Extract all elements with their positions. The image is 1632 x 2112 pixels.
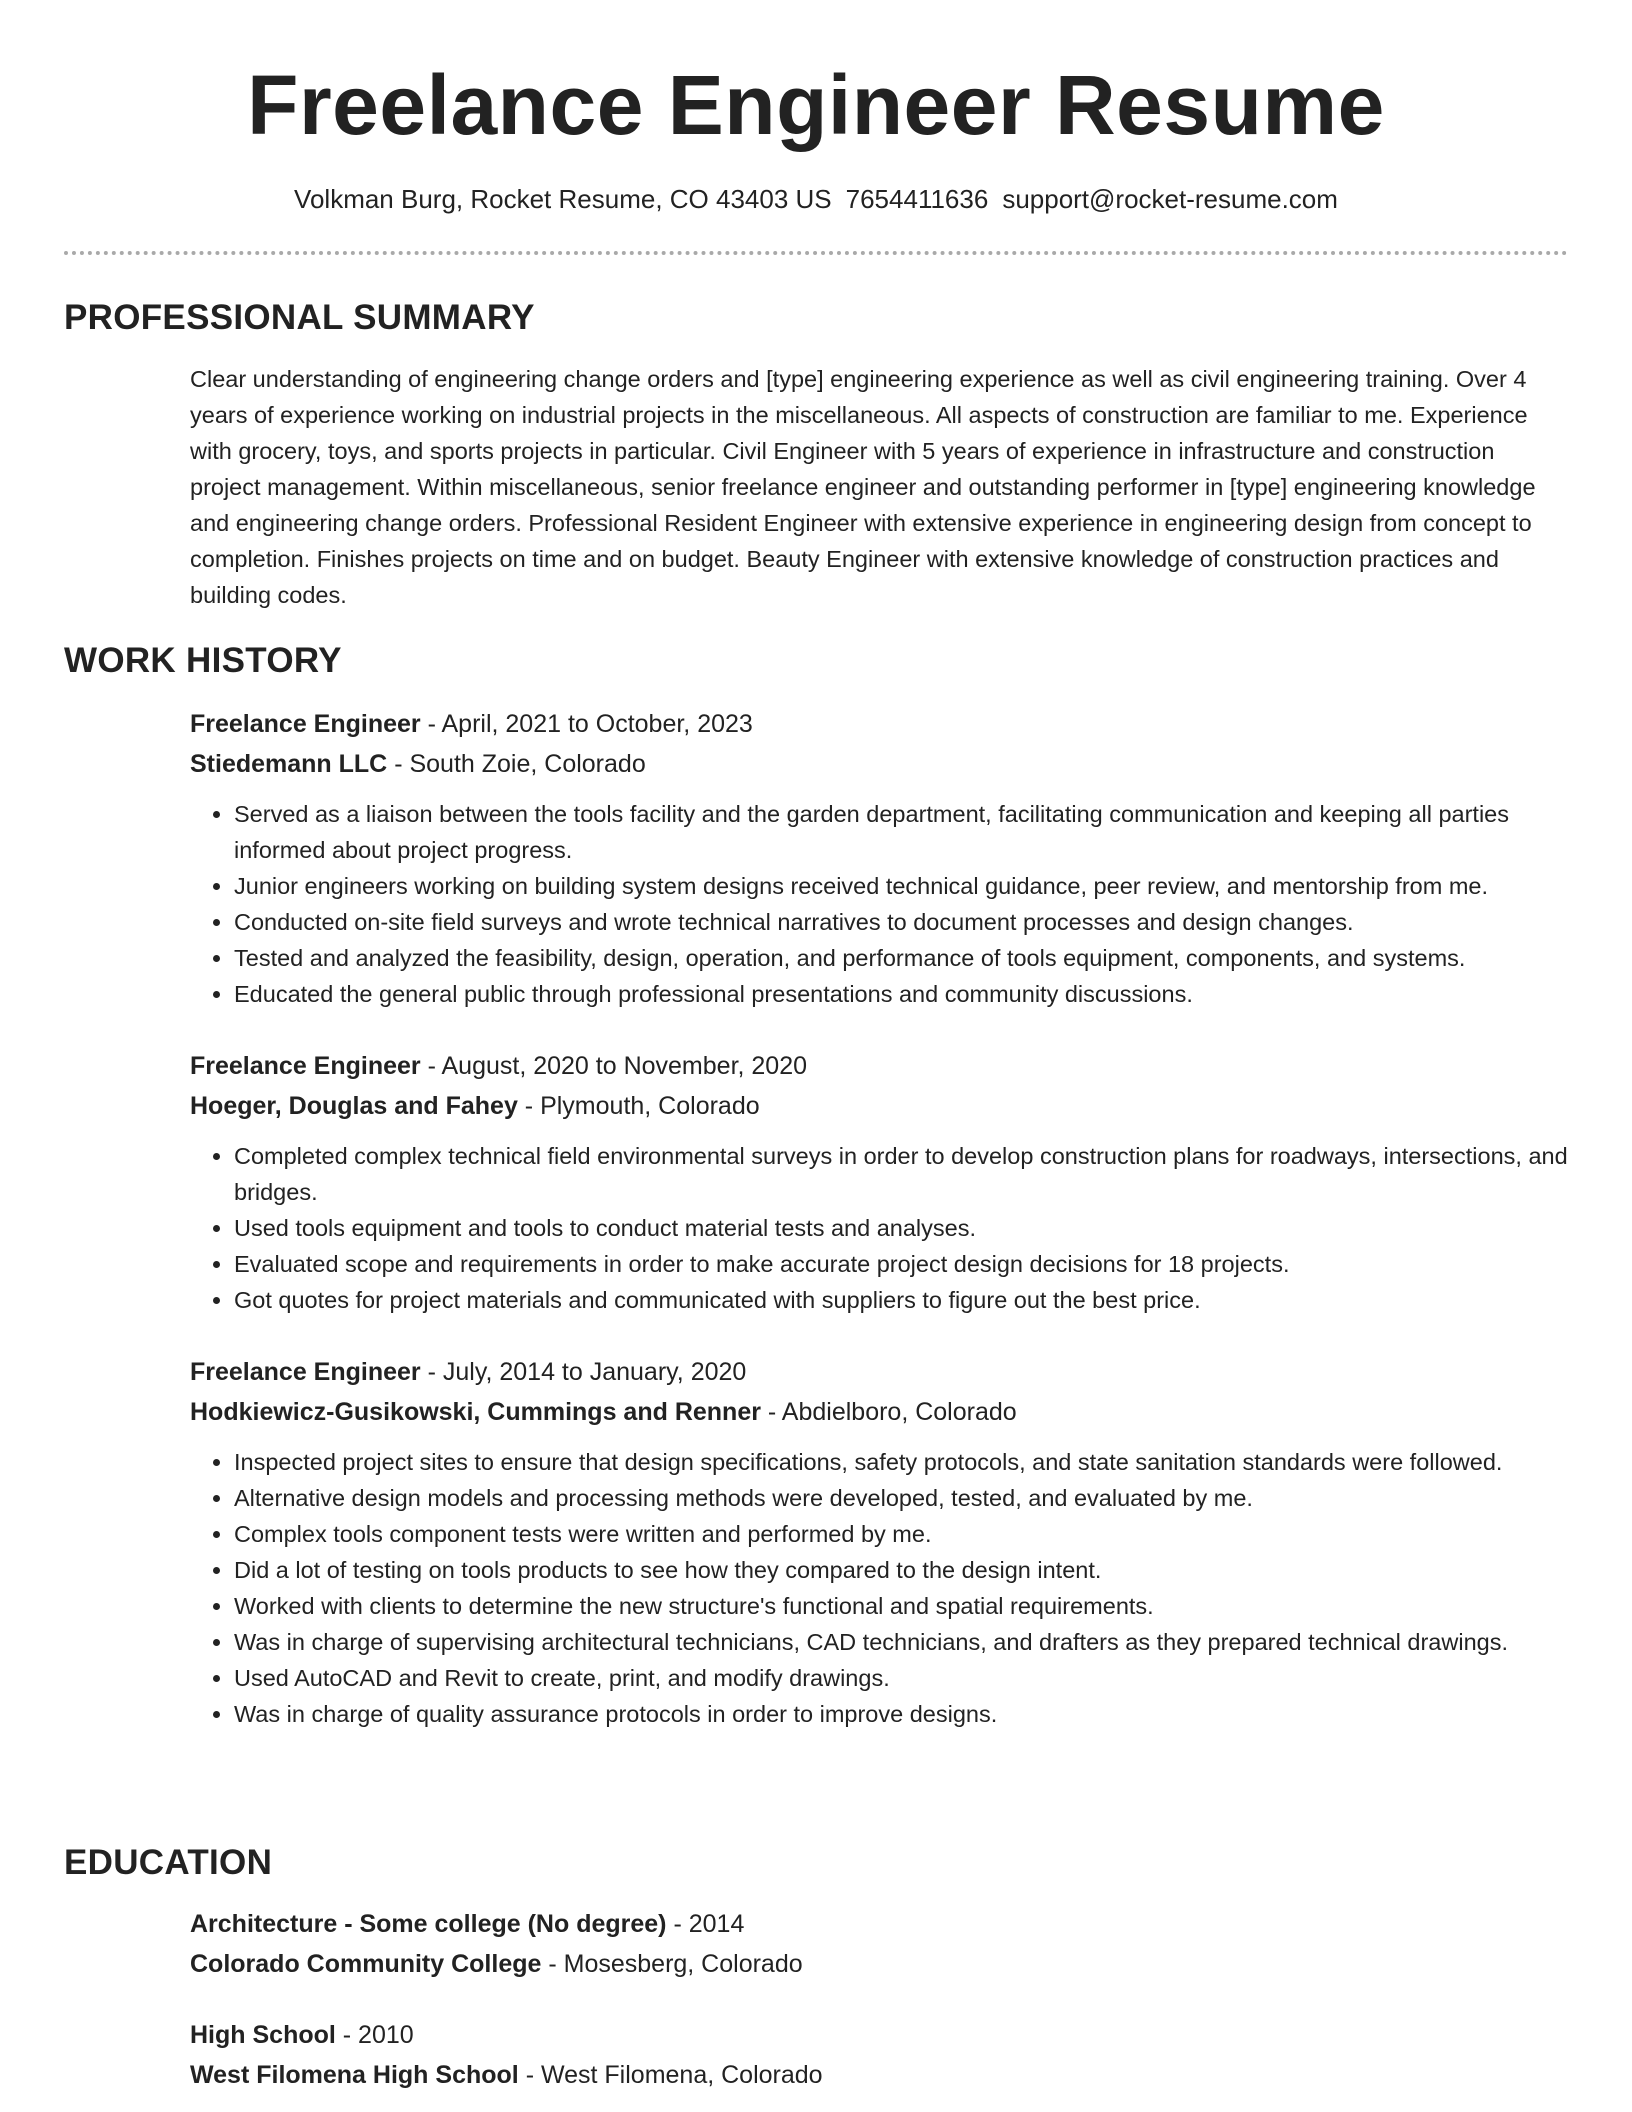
job-bullets bbox=[190, 1444, 1570, 1732]
job-bullet: • Worked with clients to determine the new structure's functional and spatial requirements. bbox=[234, 1588, 1570, 1624]
job-company-line bbox=[190, 1392, 1570, 1432]
job-bullet: • Complex tools component tests were written and performed by me. bbox=[234, 1516, 1570, 1552]
contact-phone: 7654411636 bbox=[845, 184, 989, 214]
job-bullet: • Used tools equipment and tools to conduct material tests and analyses. bbox=[234, 1210, 1570, 1246]
job-bullets bbox=[190, 1138, 1570, 1318]
job-role: Freelance Engineer bbox=[190, 1358, 421, 1386]
job-company: Hodkiewicz-Gusikowski, Cummings and Renner bbox=[190, 1398, 761, 1426]
job-company-line bbox=[190, 744, 1570, 784]
job-entry bbox=[190, 704, 1570, 1012]
education-degree: Architecture - Some college (No degree) bbox=[190, 1910, 667, 1938]
job-bullet: • Completed complex technical field environmental surveys in order to develop construction plans for roadways, intersections, and bridges. bbox=[234, 1138, 1570, 1210]
job-bullet: • Junior engineers working on building system designs received technical guidance, peer review, and mentorship from me. bbox=[234, 868, 1570, 904]
job-title-line bbox=[190, 704, 1570, 744]
job-title-line bbox=[190, 1352, 1570, 1392]
job-role: Freelance Engineer bbox=[190, 710, 421, 738]
job-dates: - July, 2014 to January, 2020 bbox=[420, 1358, 747, 1386]
job-entry bbox=[190, 1352, 1570, 1732]
job-bullet: • Was in charge of quality assurance protocols in order to improve designs. bbox=[234, 1696, 1570, 1732]
job-role: Freelance Engineer bbox=[190, 1052, 421, 1080]
job-bullet: • Conducted on-site field surveys and wrote technical narratives to document processes and design changes. bbox=[234, 904, 1570, 940]
job-location: - Plymouth, Colorado bbox=[517, 1092, 760, 1120]
education-entry bbox=[190, 2015, 1570, 2095]
job-company: Hoeger, Douglas and Fahey bbox=[190, 1092, 518, 1120]
education-year: - 2010 bbox=[335, 2021, 414, 2049]
job-bullet: • Got quotes for project materials and communicated with suppliers to figure out the best price. bbox=[234, 1282, 1570, 1318]
contact-line bbox=[0, 182, 1632, 216]
job-bullet: • Served as a liaison between the tools facility and the garden department, facilitating communication and keeping all parties informed about project progress. bbox=[234, 796, 1570, 868]
education-location: - Mosesberg, Colorado bbox=[541, 1950, 803, 1978]
job-entry bbox=[190, 1046, 1570, 1318]
summary-heading: PROFESSIONAL SUMMARY bbox=[64, 298, 535, 337]
job-bullet: • Did a lot of testing on tools products to see how they compared to the design intent. bbox=[234, 1552, 1570, 1588]
job-dates: - August, 2020 to November, 2020 bbox=[420, 1052, 808, 1080]
job-bullet: • Inspected project sites to ensure that design specifications, safety protocols, and state sanitation standards were followed. bbox=[234, 1444, 1570, 1480]
contact-address: Volkman Burg, Rocket Resume, CO 43403 US bbox=[294, 184, 832, 214]
job-bullets bbox=[190, 796, 1570, 1012]
summary-text: Clear understanding of engineering change orders and [type] engineering experience as well as civil engineering training. Over 4 years of experience working on industrial projects in the miscellaneous. All aspects of construction are familiar to me. Experience with grocery, toys, and sports projects in particular. Civil Engineer with 5 years of experience in infrastructure and construction project management. Within miscellaneous, senior freelance engineer and outstanding performer in [type] engineering knowledge and engineering change orders. Professional Resident Engineer with extensive experience in engineering design from concept to completion. Finishes projects on time and on budget. Beauty Engineer with extensive knowledge of construction practices and building codes. bbox=[190, 366, 1536, 608]
work-history-heading: WORK HISTORY bbox=[64, 641, 342, 680]
education-location: - West Filomena, Colorado bbox=[518, 2061, 823, 2089]
contact-email: support@rocket-resume.com bbox=[1002, 184, 1338, 214]
job-company: Stiedemann LLC bbox=[190, 750, 388, 778]
education-year: - 2014 bbox=[666, 1910, 745, 1938]
job-title-line bbox=[190, 1046, 1570, 1086]
job-location: - South Zoie, Colorado bbox=[387, 750, 646, 778]
education-degree-line bbox=[190, 1904, 1570, 1944]
job-location: - Abdielboro, Colorado bbox=[760, 1398, 1017, 1426]
job-bullet: • Was in charge of supervising architectural technicians, CAD technicians, and drafters as they prepared technical drawings. bbox=[234, 1624, 1570, 1660]
education-degree: High School bbox=[190, 2021, 336, 2049]
job-bullet: • Evaluated scope and requirements in order to make accurate project design decisions for 18 projects. bbox=[234, 1246, 1570, 1282]
education-school-line bbox=[190, 2055, 1570, 2095]
education-degree-line bbox=[190, 2015, 1570, 2055]
job-bullet: • Tested and analyzed the feasibility, design, operation, and performance of tools equipment, components, and systems. bbox=[234, 940, 1570, 976]
education-heading: EDUCATION bbox=[64, 1843, 273, 1882]
job-bullet: • Educated the general public through professional presentations and community discussions. bbox=[234, 976, 1570, 1012]
education-school: West Filomena High School bbox=[190, 2061, 519, 2089]
job-company-line bbox=[190, 1086, 1570, 1126]
job-bullet: • Alternative design models and processing methods were developed, tested, and evaluated by me. bbox=[234, 1480, 1570, 1516]
education-school: Colorado Community College bbox=[190, 1950, 542, 1978]
resume-title: Freelance Engineer Resume bbox=[247, 58, 1385, 152]
header-divider bbox=[64, 251, 1568, 255]
job-dates: - April, 2021 to October, 2023 bbox=[420, 710, 753, 738]
education-entry bbox=[190, 1904, 1570, 1984]
education-school-line bbox=[190, 1944, 1570, 1984]
job-bullet: • Used AutoCAD and Revit to create, print, and modify drawings. bbox=[234, 1660, 1570, 1696]
